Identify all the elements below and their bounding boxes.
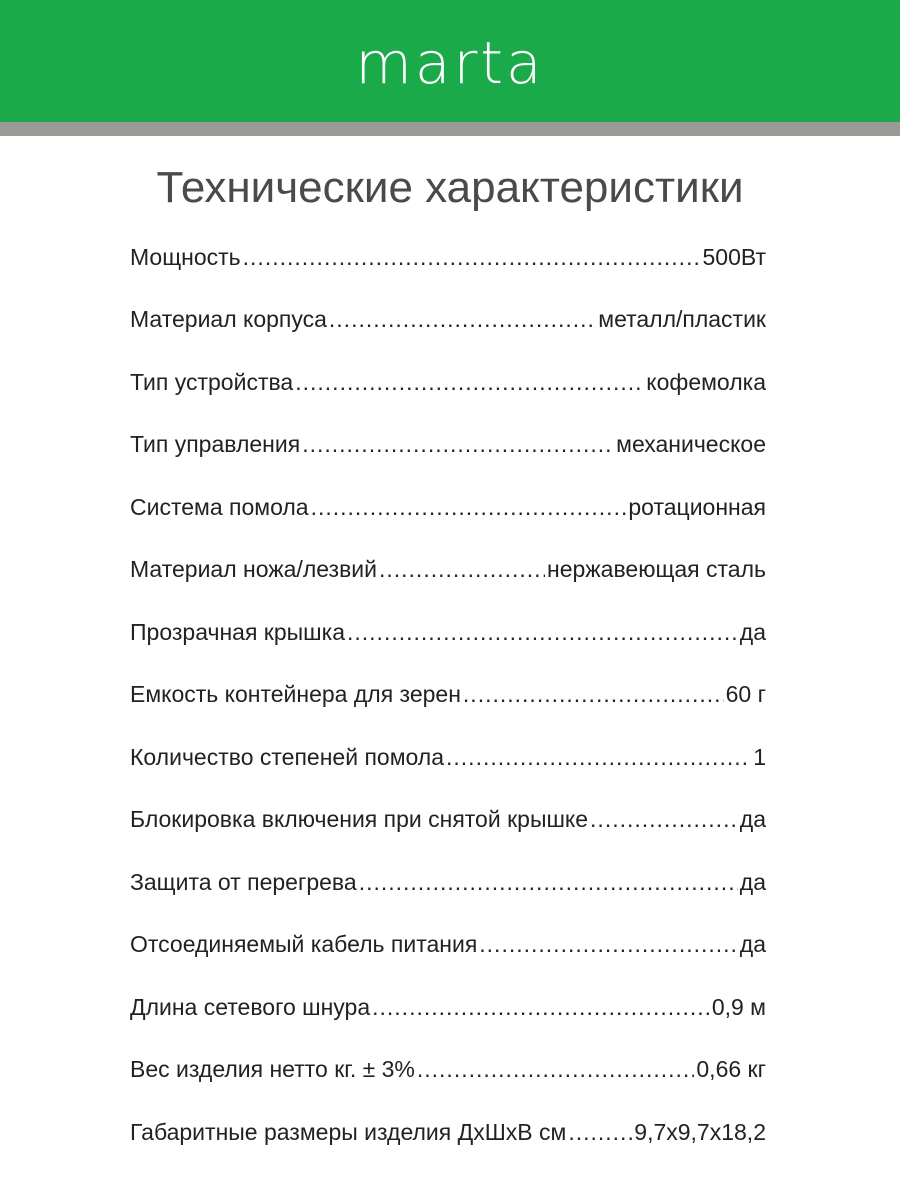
- dot-leader: [295, 369, 644, 396]
- header-divider-band: [0, 122, 900, 136]
- dot-leader: [590, 806, 738, 833]
- spec-value: металл/пластик: [598, 306, 766, 333]
- spec-row: [130, 726, 766, 789]
- dot-leader: [347, 619, 738, 646]
- dot-leader: [329, 306, 596, 333]
- dot-leader: [379, 556, 545, 583]
- spec-value: да: [739, 806, 766, 833]
- spec-value: 500Вт: [702, 243, 766, 270]
- spec-row: [130, 789, 766, 852]
- spec-row: [130, 539, 766, 602]
- spec-row: [130, 414, 766, 477]
- spec-value: 0,9 м: [711, 993, 766, 1020]
- dot-leader: [243, 244, 701, 271]
- header-bar: [0, 0, 900, 122]
- spec-row: [130, 226, 766, 289]
- dot-leader: [463, 681, 724, 708]
- spec-label: Прозрачная крышка: [130, 618, 345, 645]
- spec-label: Материал корпуса: [130, 306, 327, 333]
- spec-value: механическое: [616, 431, 766, 458]
- dot-leader: [568, 1119, 632, 1146]
- spec-row: [130, 851, 766, 914]
- spec-label: Система помола: [130, 493, 309, 520]
- spec-value: кофемолка: [646, 368, 766, 395]
- spec-list: [130, 226, 766, 1164]
- dot-leader: [479, 931, 738, 958]
- spec-label: Емкость контейнера для зерен: [130, 681, 461, 708]
- spec-value: ротационная: [628, 493, 766, 520]
- spec-label: Тип устройства: [130, 368, 294, 395]
- spec-label: Защита от перегрева: [130, 868, 357, 895]
- dot-leader: [372, 994, 710, 1021]
- spec-row: [130, 1039, 766, 1102]
- spec-value: нержавеющая сталь: [547, 556, 766, 583]
- dot-leader: [359, 869, 738, 896]
- spec-row: [130, 1101, 766, 1164]
- spec-row: [130, 601, 766, 664]
- spec-label: Блокировка включения при снятой крышке: [130, 806, 589, 833]
- spec-row: [130, 914, 766, 977]
- spec-label: Габаритные размеры изделия ДхШхВ см: [130, 1118, 567, 1145]
- spec-value: 9,7x9,7x18,2: [634, 1118, 766, 1145]
- spec-value: 60 г: [725, 681, 766, 708]
- dot-leader: [311, 494, 627, 521]
- spec-row: [130, 664, 766, 727]
- spec-row: [130, 476, 766, 539]
- spec-value: да: [739, 868, 766, 895]
- spec-label: Материал ножа/лезвий: [130, 556, 377, 583]
- spec-value: 1: [753, 743, 766, 770]
- spec-label: Вес изделия нетто кг. ± 3%: [130, 1056, 415, 1083]
- spec-row: [130, 289, 766, 352]
- dot-leader: [446, 744, 751, 771]
- spec-label: Количество степеней помола: [130, 743, 445, 770]
- spec-label: Мощность: [130, 243, 241, 270]
- spec-label: Отсоединяемый кабель питания: [130, 931, 478, 958]
- spec-row: [130, 976, 766, 1039]
- spec-value: да: [739, 931, 766, 958]
- spec-row: [130, 351, 766, 414]
- dot-leader: [302, 431, 614, 458]
- page-title: Технические характеристики: [156, 163, 744, 212]
- brand-logo: marta: [355, 29, 545, 97]
- spec-label: Тип управления: [130, 431, 301, 458]
- spec-value: 0,66 кг: [696, 1056, 766, 1083]
- spec-value: да: [739, 618, 766, 645]
- spec-label: Длина сетевого шнура: [130, 993, 371, 1020]
- dot-leader: [417, 1056, 695, 1083]
